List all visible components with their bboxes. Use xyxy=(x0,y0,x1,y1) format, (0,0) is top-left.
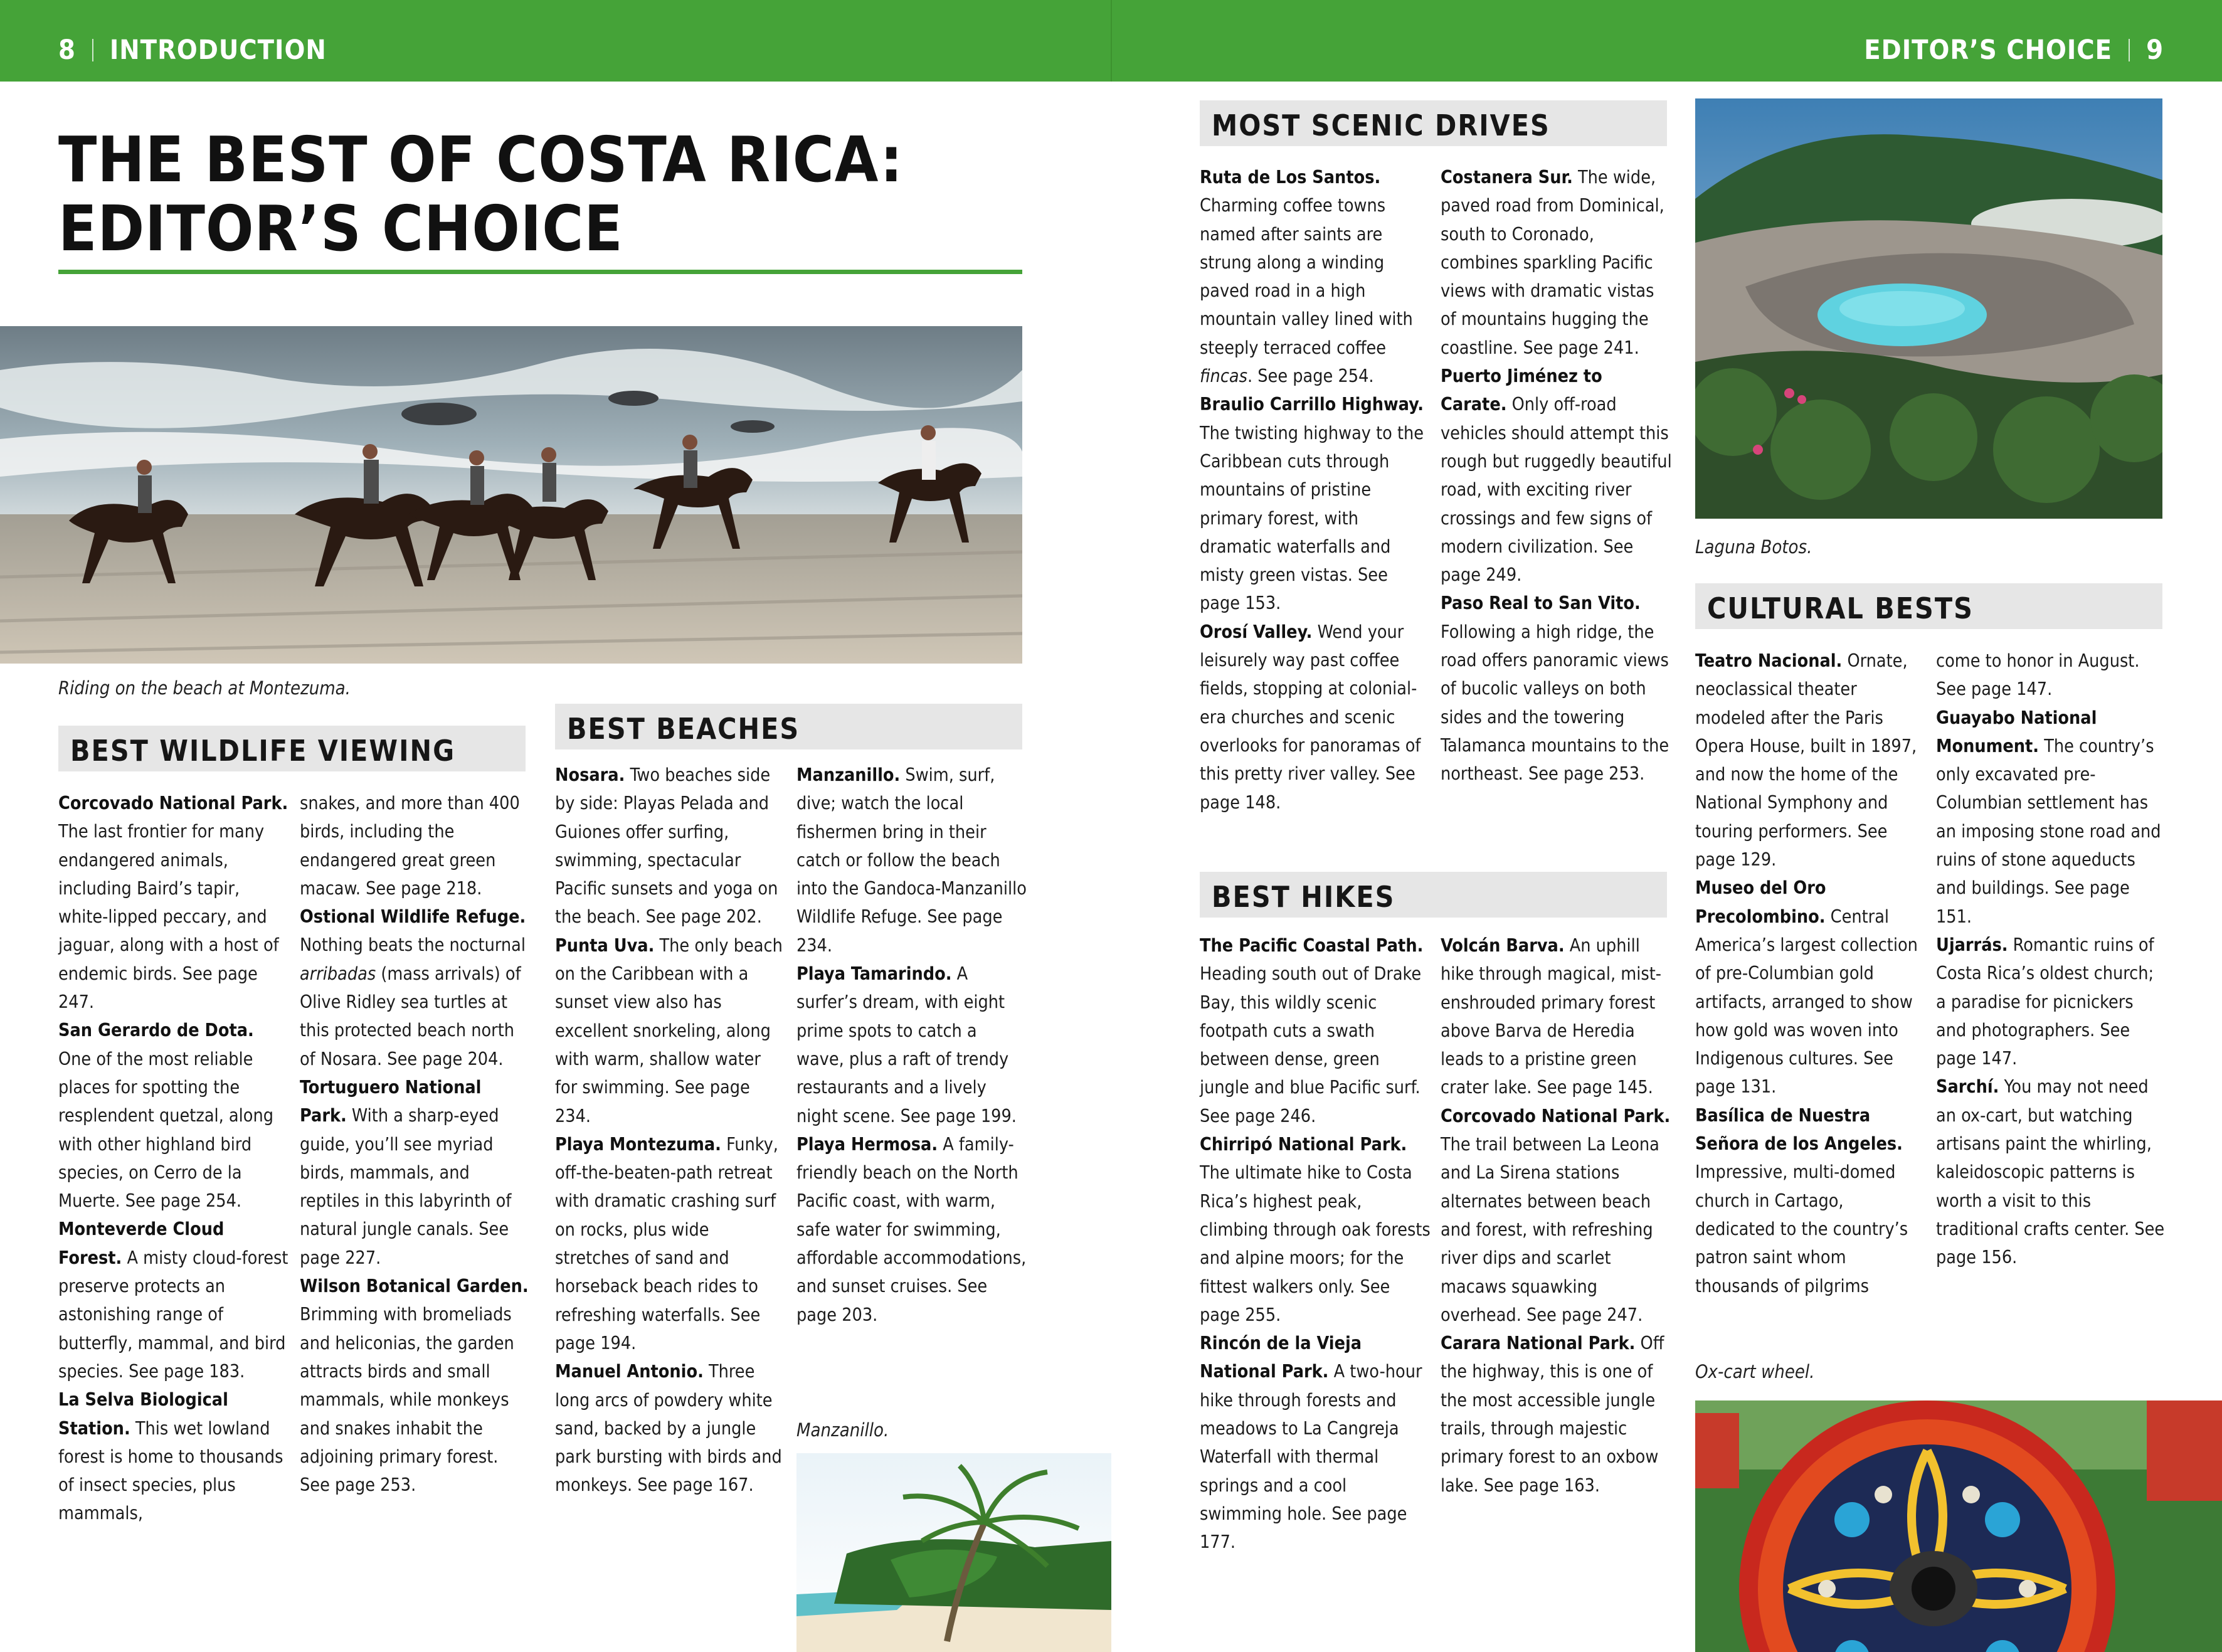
cultural-entry: Guayabo National Monument. The country’s only excavated pre-Columbian settlement has an imposing stone road and ruins of stone aqueducts and buildings. See page 151. xyxy=(1936,707,2161,927)
cultural-column-2 xyxy=(1936,647,2168,1272)
page-gutter xyxy=(1111,0,1112,82)
wildlife-entry: snakes, and more than 400 birds, including the endangered great green macaw. See page 218. xyxy=(300,793,520,899)
cultural-heading: CULTURAL BESTS xyxy=(1707,591,1974,625)
hike-entry: Chirripó National Park. The ultimate hike to Costa Rica’s highest peak, climbing through oak forests and alpine moors; for the fittest walkers only. See page 255. xyxy=(1200,1134,1431,1325)
beaches-heading-box xyxy=(555,704,1022,749)
cultural-column-1 xyxy=(1695,647,1927,1300)
title-line-2: EDITOR’S CHOICE xyxy=(58,192,623,265)
manzanillo-photo xyxy=(796,1453,1111,1652)
wildlife-entry: San Gerardo de Dota. One of the most reliable places for spotting the resplendent quetzal, along with other highland bird species, on Cerro de la Muerte. See page 254. xyxy=(58,1020,273,1212)
wildlife-column-2 xyxy=(300,789,532,1499)
cultural-entry: come to honor in August. See page 147. xyxy=(1936,650,2140,700)
manzanillo-caption: Manzanillo. xyxy=(796,1419,889,1441)
drives-heading: MOST SCENIC DRIVES xyxy=(1212,109,1550,142)
hike-entry: Rincón de la Vieja National Park. A two-hour hike through forests and meadows to La Cangreja Waterfall with thermal springs and a cool swimming hole. See page 177. xyxy=(1200,1333,1422,1553)
hikes-column-2 xyxy=(1441,931,1673,1500)
right-section-title: EDITOR’S CHOICE xyxy=(1864,34,2113,66)
header-divider xyxy=(92,39,93,61)
title-line-1: THE BEST OF COSTA RICA: xyxy=(58,123,904,196)
beach-riding-photo xyxy=(0,326,1022,664)
header-divider xyxy=(2129,39,2130,61)
drives-column-2 xyxy=(1441,163,1673,788)
laguna-botos-photo xyxy=(1695,98,2162,519)
beach-entry: Manzanillo. Swim, surf, dive; watch the local fishermen bring in their catch or follow the beach into the Gandoca-Manzanillo Wildlife Refuge. See page 234. xyxy=(796,765,1027,956)
beaches-column-1 xyxy=(555,761,787,1500)
left-page-number: 8 xyxy=(58,34,76,66)
wildlife-entry: Wilson Botanical Garden. Brimming with bromeliads and heliconias, the garden attracts birds and small mammals, while monkeys and snakes inhabit the adjoining primary forest. See page 253. xyxy=(300,1276,529,1496)
drive-entry: Costanera Sur. The wide, paved road from Dominical, south to Coronado, combines sparkling Pacific views with dramatic vistas of mountains hugging the coastline. See page 241. xyxy=(1441,167,1664,358)
wildlife-entry: Monteverde Cloud Forest. A misty cloud-forest preserve protects an astonishing range of butterfly, mammal, and bird species. See page 183. xyxy=(58,1219,288,1382)
cultural-heading-box xyxy=(1695,583,2162,629)
right-page-number: 9 xyxy=(2146,34,2164,66)
drive-entry: Paso Real to San Vito. Following a high ridge, the road offers panoramic views of bucolic valleys on both sides and the towering Talamanca mountains to the northeast. See page 253. xyxy=(1441,593,1669,785)
beach-entry: Playa Tamarindo. A surfer’s dream, with eight prime spots to catch a wave, plus a raft of trendy restaurants and a lively night scene. See page 199. xyxy=(796,963,1017,1126)
beaches-column-2 xyxy=(796,761,1029,1329)
cultural-entry: Basílica de Nuestra Señora de los Angeles. Impressive, multi-domed church in Cartago, dedicated to the country’s patron saint whom thousands of pilgrims xyxy=(1695,1104,1908,1296)
drive-entry: Braulio Carrillo Highway. The twisting highway to the Caribbean cuts through mountains of pristine primary forest, with dramatic waterfalls and misty green vistas. See page 153. xyxy=(1200,394,1424,614)
left-running-head xyxy=(58,0,327,82)
hike-entry: Volcán Barva. An uphill hike through magical, mist-enshrouded primary forest above Barva de Heredia leads to a pristine green crater lake. See page 145. xyxy=(1441,935,1662,1098)
wildlife-column-1 xyxy=(58,789,290,1528)
hikes-column-1 xyxy=(1200,931,1432,1557)
drive-entry: Ruta de Los Santos. Charming coffee towns named after saints are strung along a winding paved road in a high mountain valley lined with steeply terraced coffee fincas. See page 254. xyxy=(1200,167,1413,387)
hike-entry: Carara National Park. Off the highway, this is one of the most accessible jungle trails, through majestic primary forest to an oxbow lake. See page 163. xyxy=(1441,1333,1664,1496)
cultural-entry: Sarchí. You may not need an ox-cart, but watching artisans paint the whirling, kaleidoscopic patterns is worth a visit to this traditional crafts center. See page 156. xyxy=(1936,1076,2165,1268)
cultural-entry: Ujarrás. Romantic ruins of Costa Rica’s oldest church; a paradise for picnickers and photographers. See page 147. xyxy=(1936,934,2154,1069)
beach-entry: Playa Montezuma. Funky, off-the-beaten-path retreat with dramatic crashing surf on rocks, plus wide stretches of sand and horseback beach rides to refreshing waterfalls. See page 194. xyxy=(555,1133,778,1353)
wildlife-entry: La Selva Biological Station. This wet lowland forest is home to thousands of insect species, plus mammals, xyxy=(58,1389,283,1524)
ox-cart-caption: Ox-cart wheel. xyxy=(1695,1361,1815,1382)
drives-column-1 xyxy=(1200,163,1432,817)
drive-entry: Puerto Jiménez to Carate. Only off-road vehicles should attempt this rough but ruggedly beautiful road, with exciting river crossings and few signs of modern civilization. See page 249. xyxy=(1441,366,1672,586)
beach-entry: Punta Uva. The only beach on the Caribbean with a sunset view also has excellent snorkeling, along with warm, shallow water for swimming. See page 234. xyxy=(555,935,783,1126)
beach-entry: Manuel Antonio. Three long arcs of powdery white sand, backed by a jungle park bursting with birds and monkeys. See page 167. xyxy=(555,1361,782,1496)
beaches-heading: BEST BEACHES xyxy=(567,712,800,746)
cultural-entry: Teatro Nacional. Ornate, neoclassical theater modeled after the Paris Opera House, built in 1897, and now the home of the National Symphony and touring performers. See page 129. xyxy=(1695,650,1917,871)
title-rule xyxy=(58,270,1022,274)
wildlife-heading-box xyxy=(58,726,526,771)
wildlife-heading: BEST WILDLIFE VIEWING xyxy=(70,734,456,768)
beach-entry: Playa Hermosa. A family-friendly beach on the North Pacific coast, with warm, safe water for swimming, affordable accommodations, and sunset cruises. See page 203. xyxy=(796,1133,1027,1325)
cultural-entry: Museo del Oro Precolombino. Central America’s largest collection of pre-Columbian gold artifacts, arranged to show how gold was woven into Indigenous cultures. See page 131. xyxy=(1695,877,1918,1098)
hike-entry: The Pacific Coastal Path. Heading south out of Drake Bay, this wildly scenic footpath cuts a swath between dense, green jungle and blue Pacific surf. See page 246. xyxy=(1200,935,1424,1126)
hike-entry: Corcovado National Park. The trail between La Leona and La Sirena stations alternates between beach and forest, with refreshing river dips and scarlet macaws squawking overhead. See page 247. xyxy=(1441,1105,1671,1325)
wildlife-entry: Corcovado National Park. The last frontier for many endangered animals, including Baird’s tapir, white-lipped peccary, and jaguar, along with a host of endemic birds. See page 247. xyxy=(58,793,288,1013)
beach-riding-caption: Riding on the beach at Montezuma. xyxy=(58,677,351,699)
hikes-heading-box xyxy=(1200,872,1667,918)
drive-entry: Orosí Valley. Wend your leisurely way past coffee fields, stopping at colonial-era churches and scenic overlooks for panoramas of this pretty river valley. See page 148. xyxy=(1200,621,1421,813)
drives-heading-box xyxy=(1200,100,1667,146)
beach-entry: Nosara. Two beaches side by side: Playas Pelada and Guiones offer surfing, swimming, spectacular Pacific sunsets and yoga on the beach. See page 202. xyxy=(555,765,778,928)
ox-cart-photo xyxy=(1695,1400,2222,1652)
page-title xyxy=(58,125,1024,263)
left-section-title: INTRODUCTION xyxy=(109,34,327,66)
wildlife-entry: Tortuguero National Park. With a sharp-eyed guide, you’ll see myriad birds, mammals, and reptiles in this labyrinth of natural jungle canals. See page 227. xyxy=(300,1076,512,1268)
hikes-heading: BEST HIKES xyxy=(1212,880,1395,914)
wildlife-entry: Ostional Wildlife Refuge. Nothing beats the nocturnal arribadas (mass arrivals) of Olive Ridley sea turtles at this protected beach north of Nosara. See page 204. xyxy=(300,906,526,1069)
right-running-head xyxy=(1864,0,2164,82)
laguna-botos-caption: Laguna Botos. xyxy=(1695,536,1812,558)
